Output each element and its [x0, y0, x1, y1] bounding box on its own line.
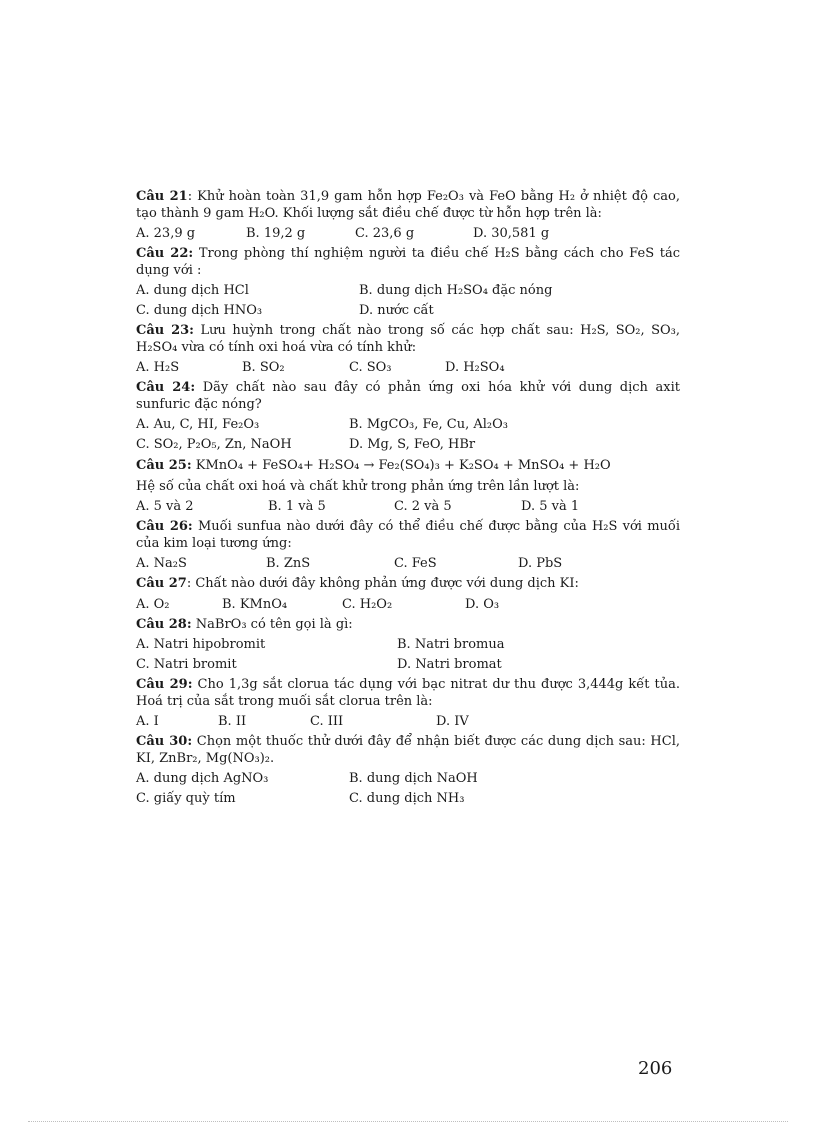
question-label: Câu 22:: [136, 246, 194, 261]
options-row: [136, 499, 680, 517]
question-text: Chất nào dưới đây không phản ứng được với dung dịch KI:: [195, 576, 579, 591]
options-row: [136, 360, 680, 378]
question-text: Khử hoàn toàn 31,9 gam hỗn hợp Fe₂O₃ và FeO bằng H₂ ở nhiệt độ cao, tạo thành 9 gam H₂O. Khối lượng sắt điều chế được từ hỗn hợp trên là:: [136, 189, 680, 221]
option-d: D. PbS: [518, 556, 563, 571]
question-25-prompt: [136, 479, 680, 496]
question-label: Câu 24:: [136, 380, 196, 395]
options-row: [136, 714, 680, 732]
option-c: C. Natri bromit: [136, 657, 237, 672]
options-row: [136, 303, 680, 321]
option-a: A. Na₂S: [136, 556, 187, 571]
option-d: C. dung dịch NH₃: [349, 791, 465, 806]
question-text: Muối sunfua nào dưới đây có thể điều chế được bằng của H₂S với muối của kim loại tương ứng:: [136, 519, 680, 551]
page-number: 206: [638, 1058, 673, 1079]
options-row: [136, 226, 680, 244]
question-27: Câu 27: Chất nào dưới đây không phản ứng được với dung dịch KI:: [136, 576, 579, 591]
question-26: [136, 519, 680, 552]
question-text: Hệ số của chất oxi hoá và chất khử trong phản ứng trên lần lượt là:: [136, 478, 580, 494]
option-d: D. 30,581 g: [473, 226, 550, 241]
options-row: [136, 556, 680, 574]
question-label: Câu 27: [136, 576, 187, 591]
option-c: C. III: [310, 714, 344, 729]
question-24: [136, 380, 680, 413]
question-text: NaBrO₃ có tên gọi là gì:: [195, 616, 353, 632]
question-29: [136, 677, 680, 710]
option-b: B. Natri bromua: [397, 637, 505, 652]
option-b: B. SO₂: [242, 360, 285, 375]
question-label: Câu 23:: [136, 323, 194, 338]
footer-divider: [28, 1121, 788, 1122]
option-a: A. O₂: [136, 596, 170, 612]
options-row: [136, 437, 680, 455]
option-b: B. dung dịch NaOH: [349, 771, 478, 786]
options-row: [136, 657, 680, 675]
option-d: D. 5 và 1: [521, 499, 580, 514]
options-row: [136, 417, 680, 435]
option-d: D. IV: [436, 714, 469, 729]
options-row: [136, 283, 680, 301]
question-label: Câu 28:: [136, 616, 192, 632]
option-b: B. 1 và 5: [268, 499, 326, 514]
question-label: Câu 26:: [136, 519, 193, 534]
options-row: [136, 597, 680, 615]
question-text: Dãy chất nào sau đây có phản ứng oxi hóa khử với dung dịch axit sunfuric đặc nóng?: [136, 380, 681, 412]
option-c: C. FeS: [394, 556, 437, 571]
option-d: D. Mg, S, FeO, HBr: [349, 437, 476, 452]
question-30: [136, 734, 680, 767]
option-c: C. giấy quỳ tím: [136, 791, 236, 806]
question-21: Câu 21: Khử hoàn toàn 31,9 gam hỗn hợp Fe₂O₃ và FeO bằng H₂ ở nhiệt độ cao, tạo thành 9 gam H₂O. Khối lượng sắt điều chế được từ hỗn hợp trên là:: [136, 189, 680, 221]
option-b: B. dung dịch H₂SO₄ đặc nóng: [359, 283, 553, 298]
option-d: D. O₃: [465, 596, 500, 612]
option-d: D. H₂SO₄: [445, 360, 505, 375]
question-22: [136, 246, 680, 279]
option-a: A. Au, C, HI, Fe₂O₃: [136, 417, 260, 432]
option-d: D. nước cất: [359, 303, 434, 318]
question-text: Cho 1,3g sắt clorua tác dụng với bạc nitrat dư thu được 3,444g kết tủa. Hoá trị của sắt trong muối sắt clorua trên là:: [136, 677, 680, 709]
options-row: [136, 637, 680, 655]
option-a: A. dung dịch HCl: [136, 283, 249, 298]
question-text: Chọn một thuốc thử dưới đây để nhận biết được các dung dịch sau: HCl, KI, ZnBr₂, Mg(NO₃)₂.: [136, 734, 681, 766]
option-c: C. H₂O₂: [342, 596, 393, 612]
option-b: B. 19,2 g: [246, 226, 306, 241]
option-b: B. MgCO₃, Fe, Cu, Al₂O₃: [349, 417, 509, 432]
question-list: [136, 189, 680, 811]
question-23: [136, 323, 680, 356]
question-label: Câu 29:: [136, 677, 193, 692]
option-b: B. II: [218, 714, 247, 729]
question-label: Câu 21: [136, 189, 188, 204]
question-text: Trong phòng thí nghiệm người ta điều chế H₂S bằng cách cho FeS tác dụng với :: [136, 246, 681, 278]
option-c: C. 2 và 5: [394, 499, 452, 514]
option-b: B. ZnS: [266, 556, 311, 571]
question-label: Câu 30:: [136, 734, 193, 749]
option-c: C. 23,6 g: [355, 226, 415, 241]
option-c: C. SO₂, P₂O₅, Zn, NaOH: [136, 437, 292, 452]
question-label: Câu 25:: [136, 458, 192, 473]
option-c: C. SO₃: [349, 360, 392, 375]
question-text: Lưu huỳnh trong chất nào trong số các hợp chất sau: H₂S, SO₂, SO₃, H₂SO₄ vừa có tính oxi hoá vừa có tính khử:: [136, 323, 680, 355]
option-c: C. dung dịch HNO₃: [136, 303, 263, 318]
option-a: A. 23,9 g: [136, 226, 196, 241]
question-28: [136, 617, 680, 634]
options-row: [136, 791, 680, 809]
option-d: D. Natri bromat: [397, 657, 502, 672]
option-a: A. I: [136, 714, 159, 729]
option-a: A. dung dịch AgNO₃: [136, 771, 269, 786]
options-row: [136, 771, 680, 789]
question-25: [136, 458, 680, 475]
option-a: A. 5 và 2: [136, 499, 194, 514]
option-a: A. Natri hipobromit: [136, 637, 266, 652]
option-a: A. H₂S: [136, 360, 180, 375]
reaction-equation: KMnO₄ + FeSO₄+ H₂SO₄ → Fe₂(SO₄)₃ + K₂SO₄ + MnSO₄ + H₂O: [195, 458, 611, 473]
option-b: B. KMnO₄: [222, 596, 288, 612]
